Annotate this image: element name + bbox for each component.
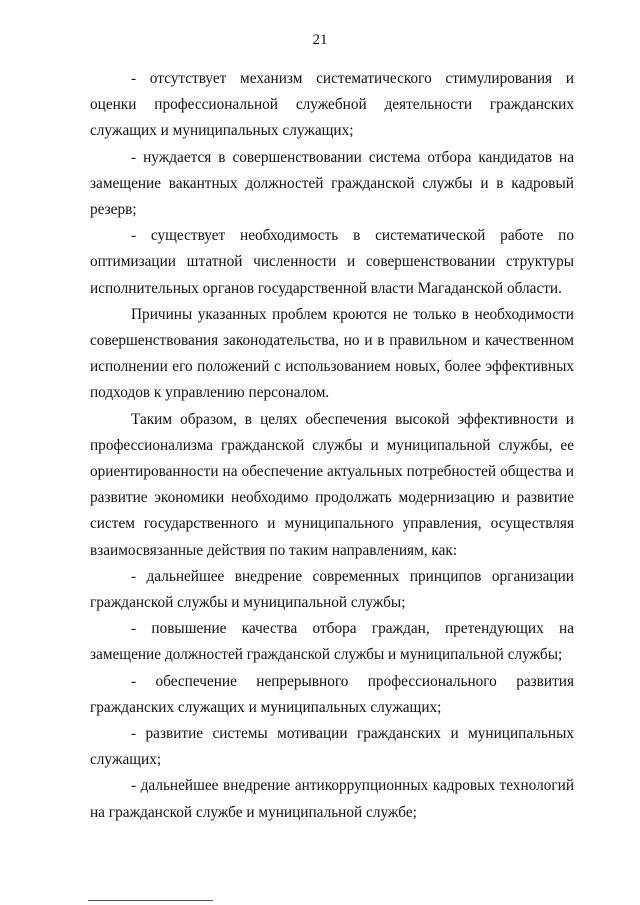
page-number: 21 xyxy=(312,32,328,48)
footer-divider xyxy=(88,900,213,901)
paragraph-5: Таким образом, в целях обеспечения высокой эффективности и профессионализма гражданской службы и муниципальной службы, ее ориентированности на обеспечение актуальных потребностей общества и развитие экономики необходимо продолжать модернизацию и развитие систем государственного и муниципального управления, осуществляя взаимосвязанные действия по таким направлениям, как: xyxy=(90,410,574,559)
paragraph-10: - дальнейшее внедрение антикоррупционных кадровых технологий на гражданской службе и муниципальной службе; xyxy=(90,777,574,821)
paragraph-4: Причины указанных проблем кроются не только в необходимости совершенствования законодательства, но и в правильном и качественном исполнении его положений с использованием новых, более эффективных подходов к управлению персоналом. xyxy=(90,305,574,402)
paragraph-7: - повышение качества отбора граждан, претендующих на замещение должностей гражданской службы и муниципальной службы; xyxy=(90,620,574,664)
paragraph-6: - дальнейшее внедрение современных принципов организации гражданской службы и муниципальной службы; xyxy=(90,567,574,612)
paragraph-8: - обеспечение непрерывного профессионального развития гражданских служащих и муниципальных служащих; xyxy=(90,672,574,716)
paragraph-9: - развитие системы мотивации гражданских и муниципальных служащих; xyxy=(90,725,574,769)
paragraph-3: - существует необходимость в систематической работе по оптимизации штатной численности и совершенствовании структуры исполнительных органов государственной власти Магаданской области. xyxy=(90,227,574,297)
document-body xyxy=(90,66,574,826)
paragraph-2: - нуждается в совершенствовании система отбора кандидатов на замещение вакантных должностей гражданской службы и в кадровый резерв; xyxy=(90,148,574,219)
paragraph-1: - отсутствует механизм систематического стимулирования и оценки профессиональной служебной деятельности гражданских служащих и муниципальных служащих; xyxy=(90,70,574,140)
